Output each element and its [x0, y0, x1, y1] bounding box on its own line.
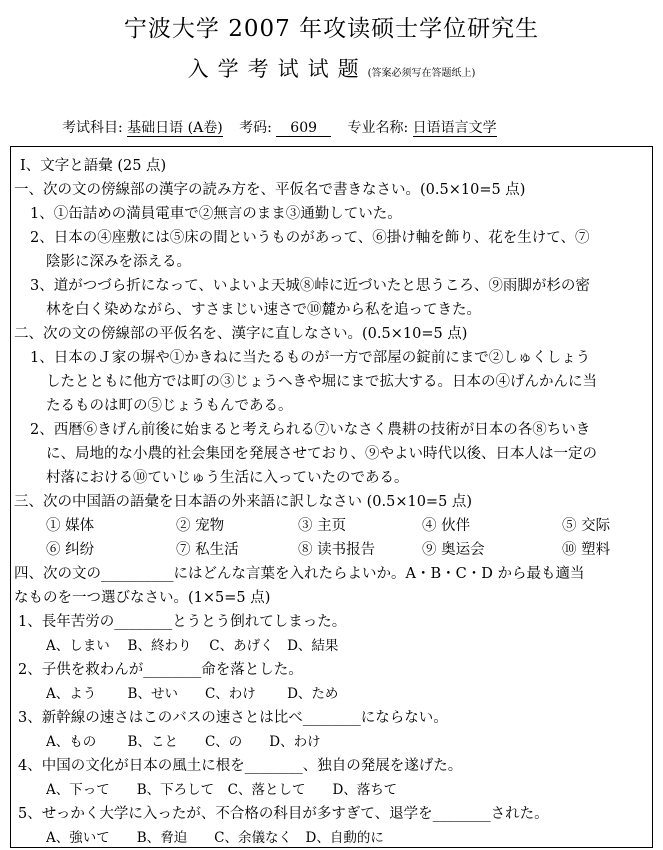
grammar-q1-options: A、しまい B、終わり C、あげく D、結果 [46, 638, 339, 654]
grammar-q4: 4、中国の文化が日本の風土に根を________、独自の発展を遂げた。 [18, 758, 463, 774]
exam-title: 宁波大学 2007 年攻读硕士学位研究生 [123, 16, 540, 42]
vocab-item: ⑦ 私生活 [176, 542, 239, 558]
part-2-instruction: 二、次の文の傍線部の平仮名を、漢字に直しなさい。(0.5×10=5 点) [14, 326, 468, 342]
reading-q1: 1、①缶詰めの満員電車で②無言のまま③通勤していた。 [30, 206, 402, 222]
grammar-q3: 3、新幹線の速さはこのバスの速さとは比べ________にならない。 [18, 710, 448, 726]
vocab-item: ③ 主页 [298, 518, 347, 534]
part-3-instruction: 三、次の中国語の語彙を日本語の外来語に訳しなさい (0.5×10=5 点) [14, 494, 473, 510]
subject-value: 基础日语 (A卷) [127, 120, 223, 136]
grammar-q2: 2、子供を救わんが________命を落とした。 [18, 662, 303, 678]
subtitle-text: 入学考试试题 [187, 57, 368, 81]
part-1-instruction: 一、次の文の傍線部の漢字の読み方を、平仮名で書きなさい。(0.5×10=5 点) [14, 182, 526, 198]
kanji-q2-line3: 村落における⑩ていじゅう生活に入っていたのである。 [46, 470, 409, 486]
code-label: 考码: [239, 120, 272, 136]
major-value: 日语语言文学 [412, 120, 497, 136]
vocab-item: ④ 伙伴 [422, 518, 471, 534]
kanji-q1-line1: 1、日本のＪ家の塀や①かきねに当たるものが一方で部屋の錠前にまで②しゅくしょう [30, 350, 591, 366]
major-label: 专业名称: [347, 120, 409, 136]
part-4-instruction-line1: 四、次の文の__________にはどんな言葉を入れたらよいか。A・B・C・D から最も適当 [14, 566, 585, 582]
vocab-item: ⑩ 塑料 [562, 542, 611, 558]
kanji-q2-line2: に、局地的な小農的社会集団を発展させており、⑨やよい時代以後、日本人は一定の [46, 446, 597, 462]
reading-q3-line1: 3、道がつづら折になって、いよいよ天城⑧峠に近づいたと思うころ、⑨雨脚が杉の密 [30, 278, 590, 294]
grammar-q5: 5、せっかく大学に入ったが、不合格の科目が多すぎて、退学を________された。 [18, 806, 549, 822]
vocab-item: ⑥ 纠纷 [46, 542, 95, 558]
section-1-heading: I、文字と語彙 (25 点) [20, 158, 167, 174]
exam-meta [62, 117, 497, 137]
subject-label: 考试科目: [62, 120, 123, 136]
answer-note: (答案必须写在答题纸上) [367, 68, 476, 79]
kanji-q1-line3: たるものは町の⑤じょうもんである。 [46, 398, 293, 414]
grammar-q5-options: A、強いて B、脅迫 C、余儀なく D、自動的に [46, 830, 384, 846]
part-4-instruction-line2: なものを一つ選びなさい。(1×5=5 点) [14, 590, 271, 606]
vocab-item: ⑨ 奥运会 [422, 542, 485, 558]
grammar-q3-options: A、もの B、こと C、の D、わけ [46, 734, 321, 750]
kanji-q1-line2: したとともに他方では町の③じょうへきや堀にまで拡大する。日本の④げんかんに当 [46, 374, 597, 390]
reading-q3-line2: 林を白く染めながら、すさまじい速さで⑩麓から私を追ってきた。 [46, 302, 481, 318]
exam-subtitle [0, 53, 663, 83]
vocab-item: ① 媒体 [46, 518, 95, 534]
grammar-q1: 1、長年苦労の________とうとう倒れてしまった。 [18, 614, 347, 630]
grammar-q4-options: A、下って B、下ろして C、落として D、落ちて [46, 782, 398, 798]
vocab-item: ② 宠物 [176, 518, 225, 534]
reading-q2-line2: 陰影に深みを添える。 [46, 254, 191, 270]
kanji-q2-line1: 2、西暦⑥きげん前後に始まると考えられる⑦いなさく農耕の技術が日本の各⑧ちいき [30, 422, 591, 438]
vocab-item: ⑧ 读书报告 [298, 542, 376, 558]
vocab-item: ⑤ 交际 [562, 518, 611, 534]
grammar-q2-options: A、よう B、せい C、わけ D、ため [46, 686, 339, 702]
reading-q2-line1: 2、日本の④座敷には⑤床の間というものがあって、⑥掛け軸を飾り、花を生けて、⑦ [30, 230, 590, 246]
code-value: 609 [276, 120, 331, 137]
